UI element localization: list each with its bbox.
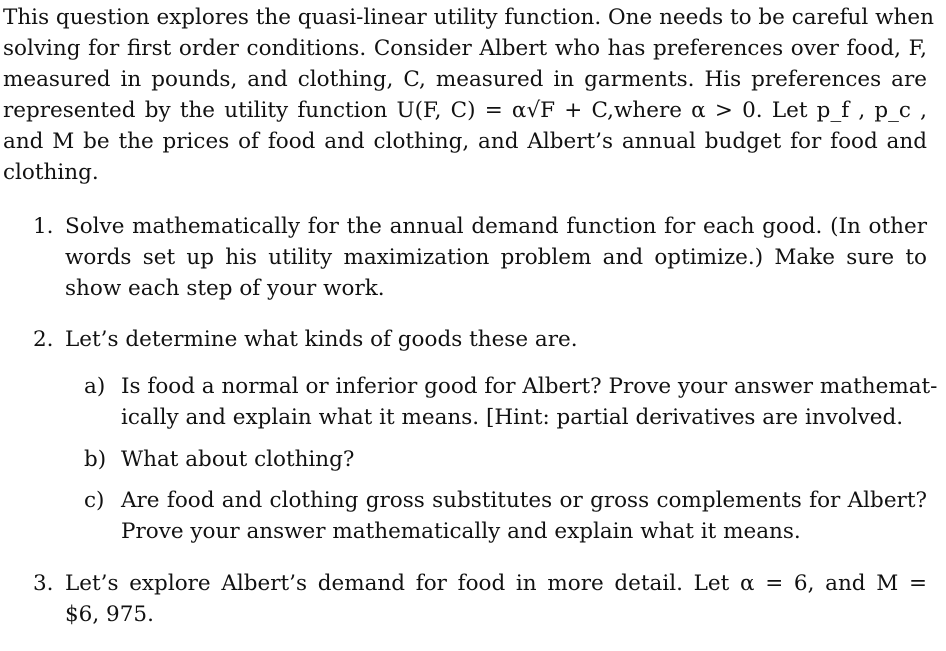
item-text	[65, 324, 927, 355]
item-line: words set up his utility maximization problem and optimize.) Make sure to	[65, 245, 927, 270]
intro-line: This question explores the quasi-linear utility function. One needs to be careful when	[3, 5, 934, 30]
subitem-line: Is food a normal or inferior good for Albert? Prove your answer mathemat-	[121, 374, 938, 399]
item-line: Let’s explore Albert’s demand for food in more detail. Let α = 6, and M =	[65, 571, 927, 596]
item-line: Let’s determine what kinds of goods these are.	[65, 327, 578, 352]
intro-paragraph	[3, 2, 934, 188]
item-number: 1.	[33, 214, 54, 239]
item-number: 3.	[33, 571, 54, 596]
intro-line: clothing.	[3, 160, 99, 185]
subitem-text	[121, 485, 927, 547]
subitem-line: What about clothing?	[121, 447, 355, 472]
item-line: show each step of your work.	[65, 276, 385, 301]
intro-line: solving for first order conditions. Consider Albert who has preferences over food, F,	[3, 36, 927, 61]
subitem-label: b)	[84, 447, 107, 472]
item-number: 2.	[33, 327, 54, 352]
subitem-text	[121, 371, 938, 433]
subitem-text	[121, 444, 927, 475]
intro-line: and M be the prices of food and clothing, and Albert’s annual budget for food and	[3, 129, 927, 154]
item-line: Solve mathematically for the annual demand function for each good. (In other	[65, 214, 927, 239]
subitem-label: c)	[84, 488, 105, 513]
subitem-line: ically and explain what it means. [Hint: partial derivatives are involved.	[121, 405, 904, 430]
subitem-line: Prove your answer mathematically and explain what it means.	[121, 519, 801, 544]
intro-line: measured in pounds, and clothing, C, measured in garments. His preferences are	[3, 67, 927, 92]
subitem-line: Are food and clothing gross substitutes or gross complements for Albert?	[121, 488, 927, 513]
item-line: $6, 975.	[65, 602, 154, 627]
intro-line: represented by the utility function U(F, C) = α√F + C,where α > 0. Let p_f , p_c ,	[3, 98, 927, 123]
subitem-label: a)	[84, 374, 106, 399]
item-text	[65, 211, 927, 304]
item-text	[65, 568, 927, 630]
